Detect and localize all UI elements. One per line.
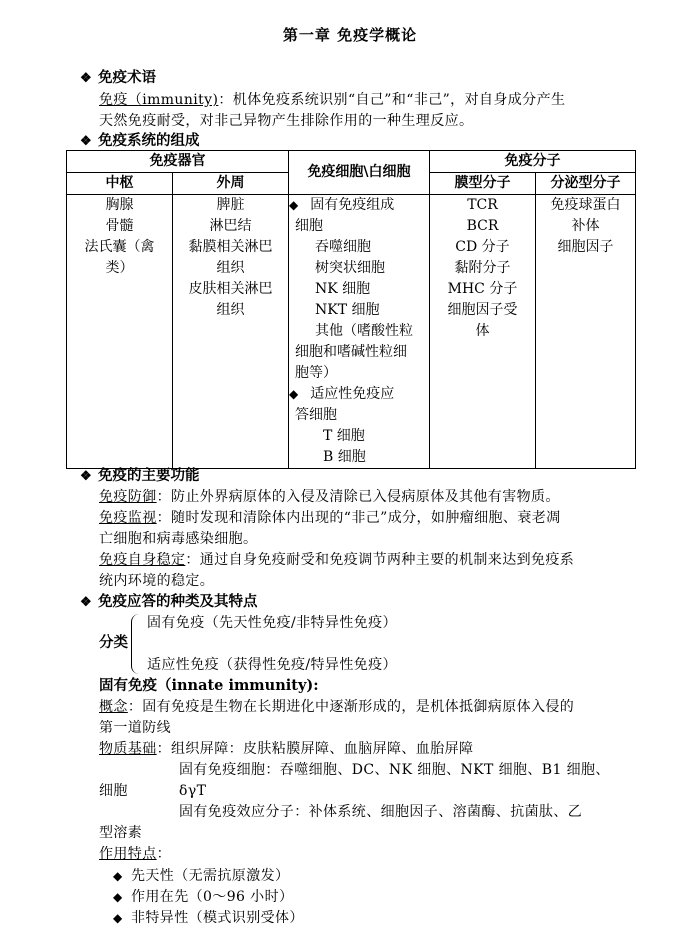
paragraph-material-basis	[99, 739, 629, 760]
list-item: 组织	[216, 302, 245, 318]
header-central: 中枢	[67, 173, 173, 195]
list-item: 淋巴结	[209, 218, 252, 234]
list-item: 细胞	[295, 218, 323, 234]
cell-immune-cells	[289, 195, 430, 469]
list-item: NKT 细胞	[315, 302, 380, 318]
list-item: 免疫球蛋白	[550, 197, 621, 213]
list-item: 细胞和嗜碱性粒细	[295, 344, 407, 360]
text: 亡细胞和病毒感染细胞。	[99, 531, 258, 547]
section-heading-composition	[80, 131, 200, 152]
header-peripheral: 外周	[173, 173, 289, 195]
section-heading-responses	[80, 592, 258, 613]
classification-adaptive: 适应性免疫（获得性免疫/特异性免疫）	[147, 657, 397, 673]
list-item: 补体	[571, 218, 600, 234]
diamond-bullet-icon: ❖	[80, 595, 92, 610]
term-features: 作用特点	[99, 846, 157, 862]
list-item: 骨髓	[105, 218, 134, 234]
header-membrane: 膜型分子	[430, 173, 536, 195]
text: ：防止外界病原体的入侵及清除已入侵病原体及其他有害物质。	[156, 489, 560, 505]
list-item: TCR	[467, 197, 498, 213]
text: 作用在先（0～96 小时）	[131, 889, 294, 905]
text: ：固有免疫是生物在长期进化中逐渐形成的，是机体抵御病原体入侵的	[127, 699, 575, 715]
term-surveillance: 免疫监视	[99, 510, 157, 526]
diamond-bullet-icon: ◆	[289, 387, 299, 401]
diamond-bullet-icon: ◆	[113, 869, 123, 883]
list-item: 细胞因子	[557, 239, 614, 255]
header-molecules: 免疫分子	[430, 151, 636, 173]
paragraph-effector-molecules	[179, 802, 639, 823]
text: 非特异性（模式识别受体）	[131, 910, 304, 926]
list-item: 答细胞	[295, 407, 337, 423]
list-item: 细胞因子受	[447, 302, 518, 318]
list-item: 类）	[105, 260, 134, 276]
header-organs: 免疫器官	[67, 151, 289, 173]
list-item: NK 细胞	[315, 281, 371, 297]
classification-label: 分类	[99, 634, 128, 651]
list-item: B 细胞	[323, 449, 366, 465]
term-defense: 免疫防御	[99, 489, 157, 505]
term-concept: 概念	[99, 699, 128, 715]
innate-immunity-heading: 固有免疫（innate immunity):	[99, 677, 319, 694]
text: 第一道防线	[99, 720, 171, 736]
heading-text: 免疫系统的组成	[98, 132, 200, 149]
list-item: 胞等）	[295, 365, 337, 381]
text: ：通过自身免疫耐受和免疫调节两种主要的机制来达到免疫系	[185, 552, 575, 568]
text: ：随时发现和清除体内出现的“非己”成分，如肿瘤细胞、衰老凋	[156, 510, 561, 526]
list-item: CD 分子	[455, 239, 510, 255]
list-item: MHC 分子	[447, 281, 518, 297]
list-item	[113, 865, 289, 885]
term-homeostasis: 免疫自身稳定	[99, 552, 186, 568]
list-item: 法氏囊（禽	[84, 239, 155, 255]
list-item	[113, 907, 304, 927]
list-item: 黏膜相关淋巴	[188, 239, 273, 255]
immune-system-table	[66, 150, 636, 469]
text: 固有免疫组成	[310, 197, 395, 213]
list-item: 黏附分子	[454, 260, 511, 276]
text: 适应性免疫应	[310, 386, 395, 402]
paragraph-effector-molecules-cont: 型溶素	[99, 825, 143, 841]
list-item: 其他（嗜酸性粒	[315, 323, 413, 339]
paragraph-immunity	[99, 90, 629, 132]
paragraph-features	[99, 844, 629, 865]
list-item: 脾脏	[216, 197, 245, 213]
paragraph-innate-cells-cont: 细胞	[99, 783, 128, 799]
section-heading-terms	[80, 68, 156, 89]
list-item: 吞噬细胞	[315, 239, 371, 255]
cell-secreted	[536, 195, 636, 469]
diamond-bullet-icon: ◆	[113, 911, 123, 925]
header-cells: 免疫细胞\白细胞	[289, 151, 430, 195]
paragraph-homeostasis	[99, 550, 629, 592]
list-item: 皮肤相关淋巴	[188, 281, 273, 297]
list-item	[113, 886, 293, 906]
cell-central	[67, 195, 173, 469]
text: 先天性（无需抗原激发）	[131, 868, 290, 884]
text: 统内环境的稳定。	[99, 573, 215, 589]
section-heading-functions	[80, 466, 200, 487]
text: 固有免疫细胞：吞噬细胞、DC、NK 细胞、NKT 细胞、B1 细胞、 δγT	[179, 762, 610, 799]
cell-peripheral	[173, 195, 289, 469]
text: ：	[156, 846, 172, 862]
text: ：组织屏障：皮肤粘膜屏障、血脑屏障、血胎屏障	[156, 741, 474, 757]
term-material-basis: 物质基础	[99, 741, 157, 757]
diamond-bullet-icon: ❖	[80, 71, 92, 86]
text: ：机体免疫系统识别“自己”和“非己”，对自身成分产生	[218, 92, 566, 108]
diamond-bullet-icon: ◆	[113, 890, 123, 904]
list-item: 树突状细胞	[315, 260, 385, 276]
list-item: 胸腺	[105, 197, 134, 213]
heading-text: 免疫术语	[98, 69, 156, 86]
diamond-bullet-icon: ◆	[289, 198, 299, 212]
paragraph-defense	[99, 487, 629, 508]
list-item: T 细胞	[323, 428, 365, 444]
list-item: BCR	[466, 218, 499, 234]
heading-text: 免疫的主要功能	[98, 467, 200, 484]
list-item	[289, 384, 429, 405]
page-title: 第一章 免疫学概论	[282, 26, 418, 44]
list-item	[289, 195, 429, 216]
list-item: 组织	[216, 260, 245, 276]
text: 天然免疫耐受，对非己异物产生排除作用的一种生理反应。	[99, 113, 474, 129]
list-item: 体	[475, 323, 490, 339]
heading-text: 免疫应答的种类及其特点	[98, 593, 258, 610]
term-immunity: 免疫（immunity)	[99, 92, 219, 108]
paragraph-concept	[99, 697, 629, 739]
paragraph-surveillance	[99, 508, 629, 550]
cell-membrane	[430, 195, 536, 469]
diamond-bullet-icon: ❖	[80, 134, 92, 149]
header-secreted: 分泌型分子	[536, 173, 636, 195]
classification-innate: 固有免疫（先天性免疫/非特异性免疫）	[147, 615, 397, 631]
diamond-bullet-icon: ❖	[80, 469, 92, 484]
brace-bracket	[131, 614, 142, 674]
text: 固有免疫效应分子：补体系统、细胞因子、溶菌酶、抗菌肽、乙	[179, 804, 583, 820]
